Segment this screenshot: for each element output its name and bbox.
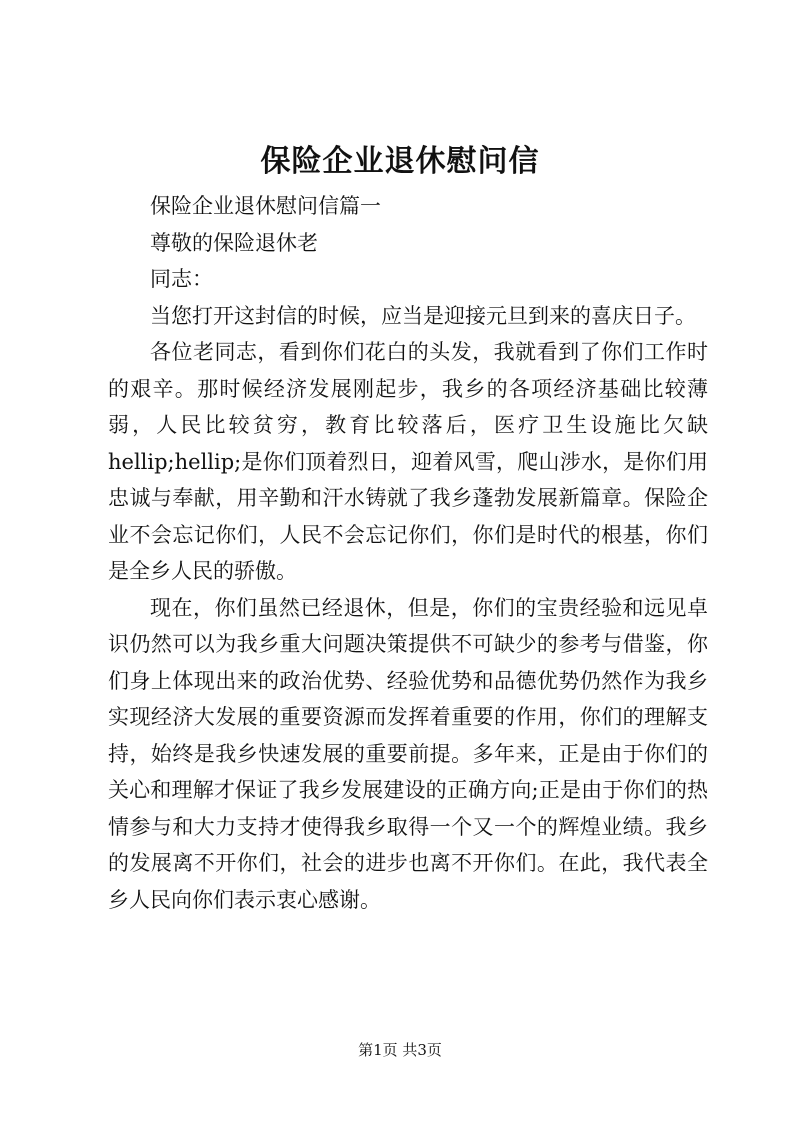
- salutation-continuation: 同志：: [150, 267, 213, 291]
- page-footer: 第1页 共3页: [358, 1041, 442, 1059]
- document-body: [108, 188, 708, 918]
- salutation-line: 尊敬的保险退休老: [150, 230, 318, 255]
- paragraph-opening: 当您打开这封信的时候，应当是迎接元旦到来的喜庆日子。: [150, 303, 696, 328]
- section-heading: 保险企业退休慰问信篇一: [150, 194, 381, 218]
- paragraph-present: 现在，你们虽然已经退休，但是，你们的宝贵经验和远见卓识仍然可以为我乡重大问题决策提供不可缺少的参考与借鉴，你们身上体现出来的政治优势、经验优势和品德优势仍然作为我乡实现经济大发展的重要资源而发挥着重要的作用，你们的理解支持，始终是我乡快速发展的重要前提。多年来，正是由于你们的关心和理解才保证了我乡发展建设的正确方向;正是由于你们的热情参与和大力支持才使得我乡取得一个又一个的辉煌业绩。我乡的发展离不开你们，社会的进步也离不开你们。在此，我代表全乡人民向你们表示衷心感谢。: [108, 595, 708, 912]
- paragraph-history: 各位老同志，看到你们花白的头发，我就看到了你们工作时的艰辛。那时候经济发展刚起步，我乡的各项经济基础比较薄弱，人民比较贫穷，教育比较落后，医疗卫生设施比欠缺hellip;hellip;是你们顶着烈日，迎着风雪，爬山涉水，是你们用忠诚与奉献，用辛勤和汗水铸就了我乡蓬勃发展新篇章。保险企业不会忘记你们，人民不会忘记你们，你们是时代的根基，你们是全乡人民的骄傲。: [108, 340, 708, 583]
- document-title: 保险企业退休慰问信: [260, 144, 540, 179]
